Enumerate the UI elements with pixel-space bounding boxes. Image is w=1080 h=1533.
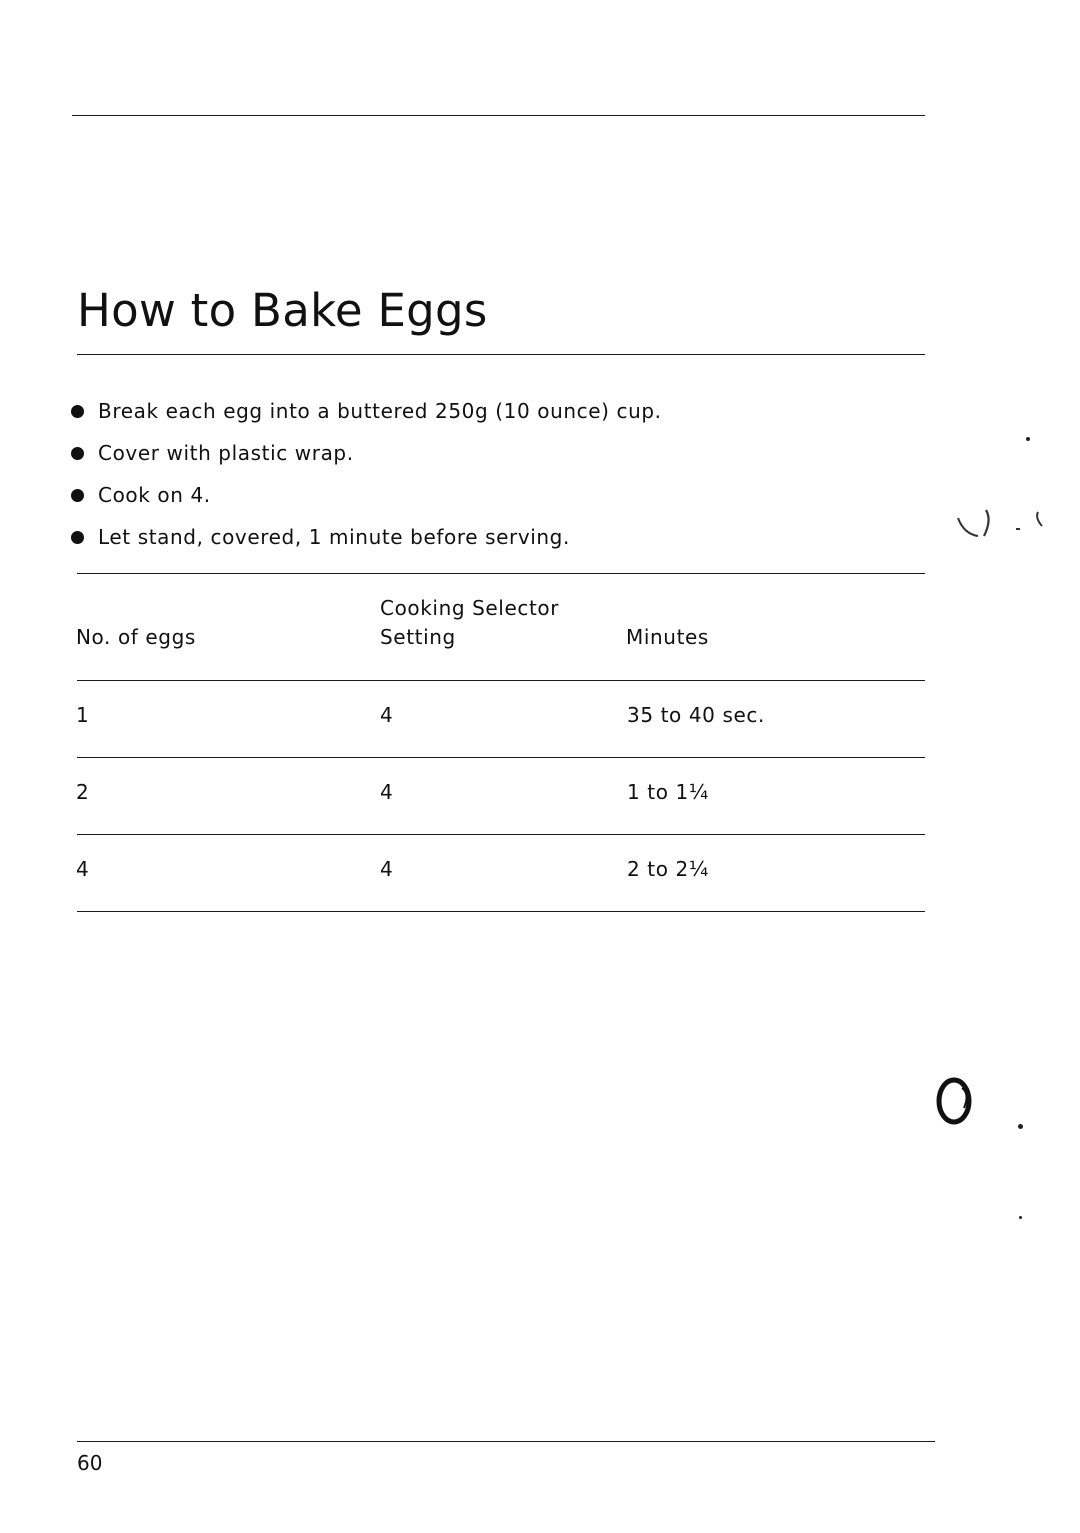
instruction-list: [71, 390, 662, 558]
header-setting-line2: Setting: [380, 625, 456, 649]
bullet-icon: [71, 489, 84, 502]
instruction-text: Cook on 4.: [98, 483, 211, 507]
scan-speck: [1019, 1216, 1022, 1219]
header-setting-line1: Cooking Selector: [380, 596, 560, 620]
row-eggs: 2: [76, 780, 90, 804]
bullet-icon: [71, 405, 84, 418]
bullet-icon: [71, 531, 84, 544]
scan-ring-mark: [932, 1074, 980, 1130]
header-minutes: Minutes: [626, 625, 709, 649]
page-number: 60: [77, 1451, 103, 1475]
row-setting: 4: [380, 857, 394, 881]
row-setting: 4: [380, 703, 394, 727]
row-minutes: 35 to 40 sec.: [627, 703, 765, 727]
header-eggs: No. of eggs: [76, 625, 196, 649]
list-item: [71, 474, 662, 516]
row-rule: [77, 757, 925, 758]
header-rule: [77, 680, 925, 681]
row-eggs: 4: [76, 857, 90, 881]
page-title: How to Bake Eggs: [77, 284, 488, 337]
table-bottom-rule: [77, 911, 925, 912]
bullet-icon: [71, 447, 84, 460]
row-eggs: 1: [76, 703, 90, 727]
row-minutes: 2 to 2¼: [627, 857, 709, 881]
top-rule: [72, 115, 925, 116]
footer-rule: [77, 1441, 935, 1442]
scan-speck: [1018, 1124, 1023, 1129]
list-item: [71, 390, 662, 432]
list-item: [71, 516, 662, 558]
instruction-text: Let stand, covered, 1 minute before serving.: [98, 525, 570, 549]
scan-speck: [1026, 437, 1030, 441]
instruction-text: Break each egg into a buttered 250g (10 ounce) cup.: [98, 399, 662, 423]
scan-mark: [950, 490, 1050, 550]
row-setting: 4: [380, 780, 394, 804]
table-top-rule: [77, 573, 925, 574]
row-rule: [77, 834, 925, 835]
row-minutes: 1 to 1¼: [627, 780, 709, 804]
list-item: [71, 432, 662, 474]
instruction-text: Cover with plastic wrap.: [98, 441, 354, 465]
title-underline: [77, 354, 925, 355]
